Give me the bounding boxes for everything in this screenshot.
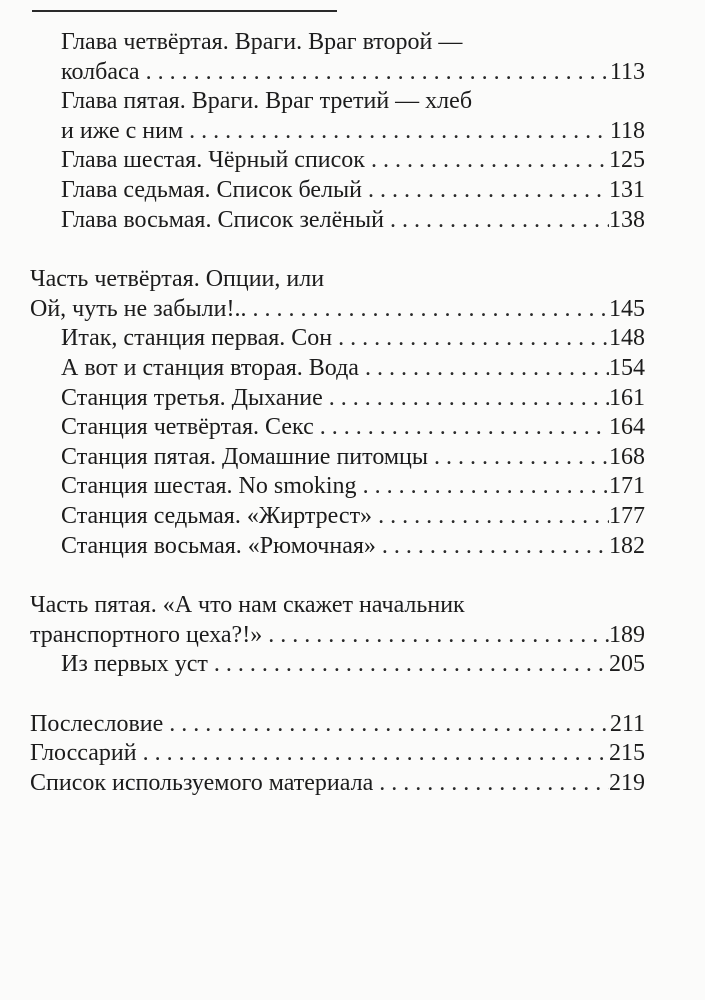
page-number: 164 — [609, 414, 645, 441]
toc-entry-title: А вот и станция вторая. Вода — [61, 354, 359, 381]
toc-entry[interactable] — [30, 413, 645, 443]
toc-entry-title: Станция третья. Дыхание — [61, 384, 323, 411]
toc-entry-title: Станция восьмая. «Рюмочная» — [61, 532, 376, 559]
toc-entry-title: Станция пятая. Домашние питомцы — [61, 443, 429, 470]
section-gap — [30, 561, 645, 591]
dot-leader — [163, 710, 610, 740]
toc-entry-title: Станция шестая. No smoking — [61, 473, 357, 500]
top-rule — [32, 10, 337, 12]
page-number: 211 — [609, 710, 645, 737]
toc-entry-title: Глава шестая. Чёрный список — [61, 147, 365, 174]
toc-entry-title: Станция седьмая. «Жиртрест» — [61, 502, 373, 529]
page-number: 148 — [609, 325, 645, 352]
dot-leader — [362, 176, 609, 206]
section-gap — [30, 235, 645, 265]
page-number: 205 — [609, 651, 645, 678]
dot-leader — [314, 413, 609, 443]
dot-leader — [372, 502, 609, 532]
toc-entry-title: Из первых уст — [61, 651, 208, 678]
toc-entry[interactable] — [30, 710, 645, 740]
toc-entry-title: Глава восьмая. Список зелёный — [61, 206, 385, 233]
toc-entry-title: Список используемого материала — [30, 770, 374, 797]
dot-leader — [140, 58, 610, 88]
dot-leader — [357, 472, 609, 502]
page-number: 182 — [609, 532, 645, 559]
page-number: 125 — [609, 147, 645, 174]
page-number: 215 — [609, 740, 645, 767]
toc-entry-title: Итак, станция первая. Сон — [61, 325, 333, 352]
toc-entry-title-line: Глава пятая. Враги. Враг третий — хлеб — [61, 88, 473, 115]
toc-entry-title: Глоссарий — [30, 740, 137, 767]
dot-leader — [246, 295, 609, 325]
dot-leader — [208, 650, 609, 680]
toc-entry-title: транспортного цеха?!» — [30, 621, 263, 648]
dot-leader — [428, 443, 609, 473]
toc-entry[interactable] — [30, 87, 645, 146]
toc-entry-title: Послесловие — [30, 710, 164, 737]
toc-entry[interactable] — [30, 502, 645, 532]
toc-entry[interactable] — [30, 472, 645, 502]
toc-entry[interactable] — [30, 206, 645, 236]
toc-entry[interactable] — [30, 354, 645, 384]
toc-entry[interactable] — [30, 146, 645, 176]
section-gap — [30, 680, 645, 710]
dot-leader — [373, 769, 609, 799]
toc-entry-title: и иже с ним — [61, 117, 184, 144]
dot-leader — [359, 354, 609, 384]
toc-entry[interactable] — [30, 443, 645, 473]
dot-leader — [365, 146, 609, 176]
dot-leader — [262, 621, 609, 651]
page-number: 177 — [609, 502, 645, 529]
toc-entry-title-line: Часть четвёртая. Опции, или — [30, 266, 325, 293]
toc-entry-title: колбаса — [61, 58, 140, 85]
toc-entry-title-line: Глава четвёртая. Враги. Враг второй — — [61, 29, 463, 55]
toc-entry[interactable] — [30, 324, 645, 354]
page-number: 189 — [609, 621, 645, 648]
toc-entry[interactable] — [30, 265, 645, 324]
table-of-contents — [30, 28, 645, 799]
toc-entry[interactable] — [30, 384, 645, 414]
dot-leader — [376, 532, 609, 562]
page-number: 219 — [609, 770, 645, 797]
page-number: 138 — [609, 206, 645, 233]
dot-leader — [183, 117, 610, 147]
toc-entry-title: Глава седьмая. Список белый — [61, 176, 363, 203]
toc-entry-title-line: Часть пятая. «А что нам скажет начальник — [30, 592, 465, 619]
dot-leader — [137, 739, 609, 769]
page-number: 131 — [609, 176, 645, 203]
toc-entry[interactable] — [30, 532, 645, 562]
toc-entry[interactable] — [30, 176, 645, 206]
page-number: 154 — [609, 354, 645, 381]
page-number: 168 — [609, 443, 645, 470]
page-number: 118 — [609, 117, 645, 144]
toc-entry[interactable] — [30, 28, 645, 87]
page-number: 161 — [609, 384, 645, 411]
page-number: 145 — [609, 295, 645, 322]
dot-leader — [332, 324, 609, 354]
dot-leader — [384, 206, 609, 236]
toc-entry-title: Ой, чуть не забыли!.. — [30, 295, 247, 322]
toc-entry[interactable] — [30, 591, 645, 650]
toc-entry[interactable] — [30, 739, 645, 769]
page-number: 113 — [609, 58, 645, 85]
page-number: 171 — [609, 473, 645, 500]
toc-entry-title: Станция четвёртая. Секс — [61, 414, 314, 441]
dot-leader — [323, 384, 609, 414]
toc-entry[interactable] — [30, 769, 645, 799]
toc-entry[interactable] — [30, 650, 645, 680]
